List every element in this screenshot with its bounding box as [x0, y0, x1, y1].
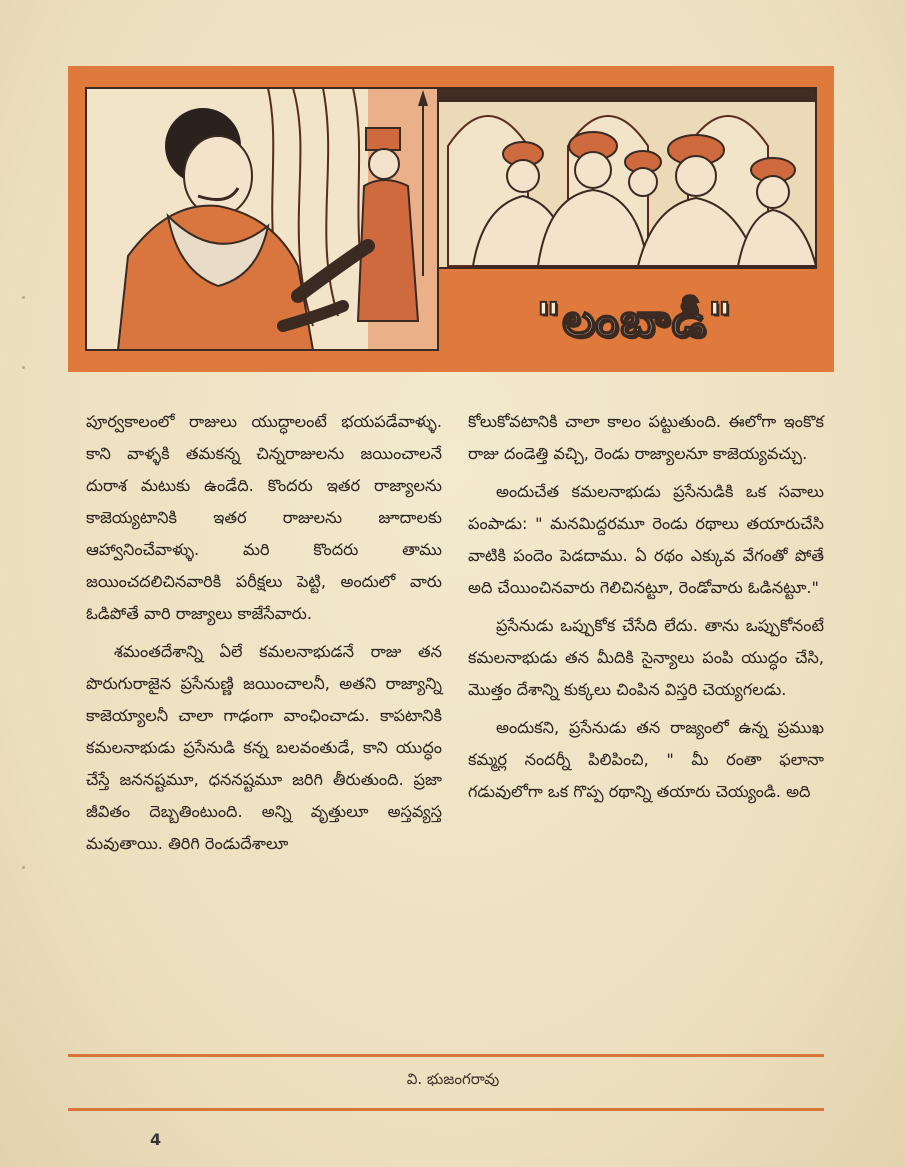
- divider-top: [68, 1054, 824, 1057]
- binding-mark: [22, 296, 25, 299]
- binding-mark: [22, 366, 25, 369]
- paragraph: పూర్వకాలంలో రాజులు యుద్ధాలంటే భయపడేవాళ్ళు. కాని వాళ్ళకి తమకన్న చిన్నరాజులను జయించాలనే దురాశ మటుకు ఉండేది. కొందరు ఇతర రాజ్యాలను కాజెయ్యటానికి ఇతర రాజులను జూదాలకు ఆహ్వానించేవాళ్ళు. మరి కొందరు తాము జయించదలిచినవారికి పరీక్షలు పెట్టి, అందులో వారు ఓడిపోతే వారి రాజ్యాలు కాజేసేవారు.: [86, 412, 442, 623]
- paragraph: ప్రసేనుడు ఒప్పుకోక చేసేది లేదు. తాను ఒప్పుకోనంటే కమలనాభుడు తన మీదికి సైన్యాలు పంపి యుద్ధం చేసి, మొత్తం దేశాన్ని కుక్కలు చింపిన విస్తరి చెయ్యగలడు.: [468, 616, 824, 699]
- article-body: [86, 406, 824, 1046]
- divider-bottom: [68, 1108, 824, 1111]
- page-number: 4: [150, 1130, 162, 1149]
- story-title: "లంబాడీ": [536, 293, 734, 347]
- paragraph: అందుచేత కమలనాభుడు ప్రసేనుడికి ఒక సవాలు పంపాడు: " మనమిద్దరమూ రెండు రథాలు తయారుచేసి వాటికి పందెం పెడదాము. ఏ రథం ఎక్కువ వేగంతో పోతే అది చేయించినవారు గెలిచినట్టూ, రెండోవారు ఓడినట్టూ.": [468, 482, 824, 597]
- paragraph: కోలుకోవటానికి చాలా కాలం పట్టుతుంది. ఈలోగా ఇంకొక రాజు దండెత్తి వచ్చి, రెండు రాజ్యాలనూ కాజెయ్యవచ్చు.: [468, 412, 824, 463]
- left-column: [86, 406, 442, 1046]
- author-byline: వి. భుజంగరావు: [406, 1070, 500, 1088]
- paragraph: అందుకని, ప్రసేనుడు తన రాజ్యంలో ఉన్న ప్రముఖ కమ్మర్ల నందర్నీ పిలిపించి, " మీ రంతా ఫలానా గడువులోగా ఒక గొప్ప రథాన్ని తయారు చెయ్యండి. అది: [468, 718, 824, 801]
- binding-mark: [22, 866, 25, 869]
- right-column: [468, 406, 824, 1046]
- paragraph: శమంతదేశాన్ని ఏలే కమలనాభుడనే రాజు తన పొరుగురాజైన ప్రసేనుణ్ణి జయించాలనీ, అతని రాజ్యాన్ని కాజెయ్యాలనీ చాలా గాఢంగా వాంఛించాడు. కాపటానికి కమలనాభుడు ప్రసేనుడి కన్న బలవంతుడే, కాని యుద్ధం చేస్తే జననష్టమూ, ధననష్టమూ జరిగి తీరుతుంది. ప్రజా జీవితం దెబ్బతింటుంది. అన్ని వృత్తులూ అస్తవ్యస్త మవుతాయి. తిరిగి రెండుదేశాలూ: [86, 642, 442, 853]
